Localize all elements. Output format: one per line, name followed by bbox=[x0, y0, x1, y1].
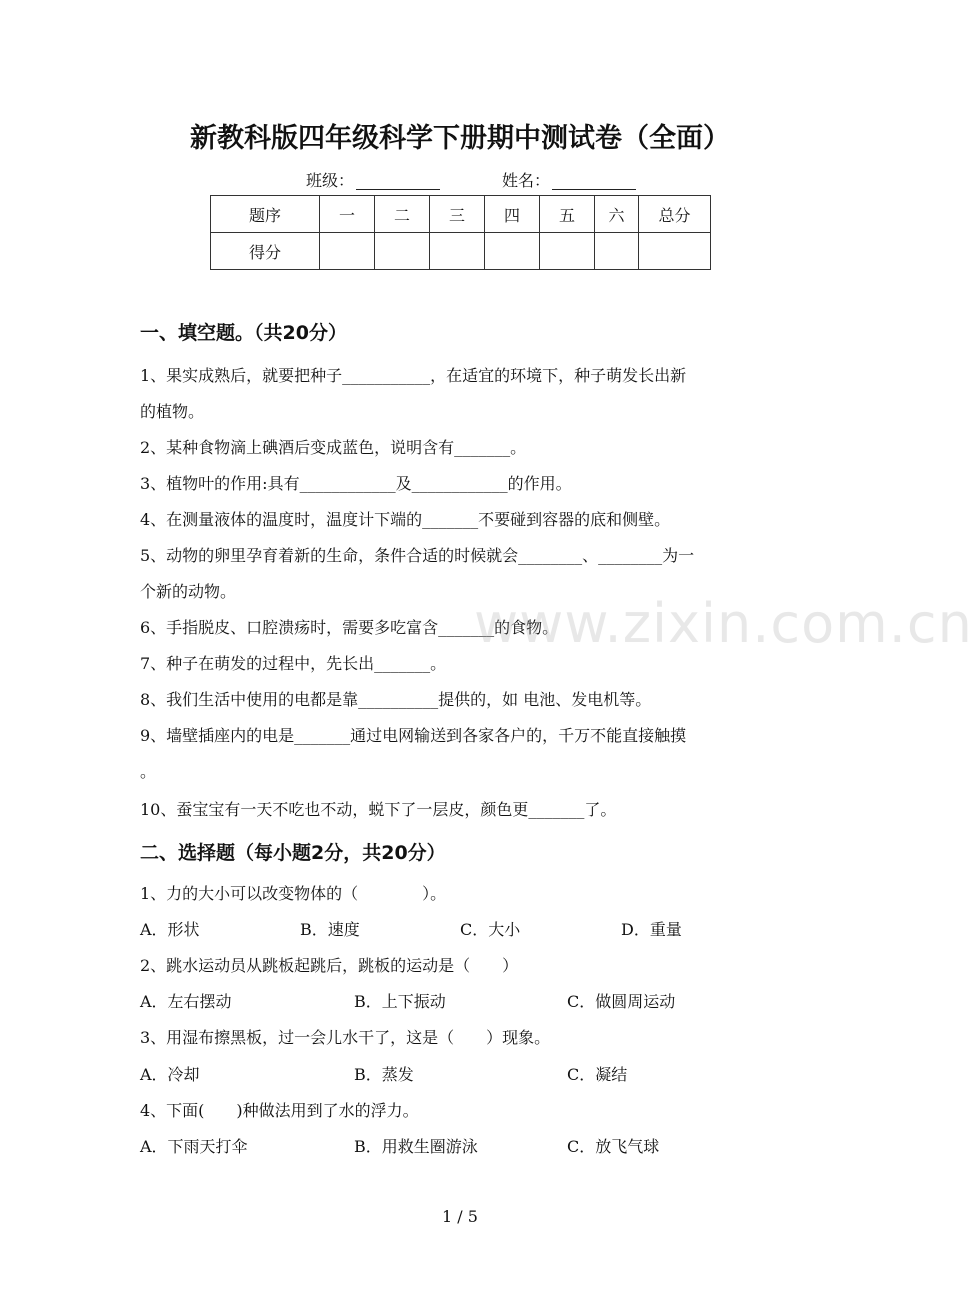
section2-heading: 二、选择题（每小题2分，共20分） bbox=[140, 842, 446, 864]
score-cell[interactable] bbox=[639, 233, 711, 270]
question-line: 5、动物的卵里孕育着新的生命，条件合适的时候就会________、________为一 bbox=[140, 546, 695, 565]
question-line: 8、我们生活中使用的电都是靠__________提供的，如 电池、发电机等。 bbox=[140, 690, 652, 709]
name-blank[interactable] bbox=[552, 173, 636, 190]
score-table bbox=[210, 195, 711, 270]
option-b[interactable]: B．速度 bbox=[300, 920, 360, 939]
score-cell[interactable] bbox=[375, 233, 430, 270]
watermark: www.zixin.com.cn bbox=[474, 592, 973, 655]
header-cell: 题序 bbox=[211, 196, 320, 233]
section1-heading: 一、填空题。（共20分） bbox=[140, 322, 347, 344]
score-cell[interactable] bbox=[595, 233, 639, 270]
question-line: 4、在测量液体的温度时，温度计下端的_______不要碰到容器的底和侧壁。 bbox=[140, 510, 671, 529]
score-cell[interactable] bbox=[430, 233, 485, 270]
header-cell: 三 bbox=[430, 196, 485, 233]
name-label: 姓名： bbox=[502, 171, 551, 190]
score-cell[interactable] bbox=[485, 233, 540, 270]
class-blank[interactable] bbox=[356, 173, 440, 190]
question-line: 个新的动物。 bbox=[140, 582, 237, 601]
option-c[interactable]: C．大小 bbox=[460, 920, 521, 939]
option-a[interactable]: A．冷却 bbox=[140, 1065, 200, 1084]
option-c[interactable]: C．做圆周运动 bbox=[567, 992, 676, 1011]
header-cell: 总分 bbox=[639, 196, 711, 233]
question-stem: 3、用湿布擦黑板，过一会儿水干了，这是（ ）现象。 bbox=[140, 1028, 551, 1047]
question-stem: 2、跳水运动员从跳板起跳后，跳板的运动是（ ） bbox=[140, 956, 519, 975]
question-line: 6、手指脱皮、口腔溃疡时，需要多吃富含_______的食物。 bbox=[140, 618, 559, 637]
option-a[interactable]: A．下雨天打伞 bbox=[140, 1137, 248, 1156]
question-line: 的植物。 bbox=[140, 402, 205, 421]
option-b[interactable]: B．用救生圈游泳 bbox=[354, 1137, 478, 1156]
question-line: 10、蚕宝宝有一天不吃也不动，蜕下了一层皮，颜色更_______了。 bbox=[140, 800, 617, 819]
question-line: 9、墙壁插座内的电是_______通过电网输送到各家各户的，千万不能直接触摸 bbox=[140, 726, 687, 745]
header-cell: 一 bbox=[320, 196, 375, 233]
score-cell[interactable] bbox=[320, 233, 375, 270]
score-table-score-row bbox=[211, 233, 711, 270]
question-line: 1、果实成熟后，就要把种子___________，在适宜的环境下，种子萌发长出新 bbox=[140, 366, 687, 385]
option-c[interactable]: C．凝结 bbox=[567, 1065, 628, 1084]
header-cell: 五 bbox=[540, 196, 595, 233]
question-line: 2、某种食物滴上碘酒后变成蓝色，说明含有_______。 bbox=[140, 438, 527, 457]
option-b[interactable]: B．上下振动 bbox=[354, 992, 446, 1011]
option-a[interactable]: A．左右摆动 bbox=[140, 992, 232, 1011]
score-row-label: 得分 bbox=[211, 233, 320, 270]
score-table-header-row bbox=[211, 196, 711, 233]
class-label: 班级： bbox=[306, 171, 355, 190]
exam-title: 新教科版四年级科学下册期中测试卷（全面） bbox=[190, 123, 730, 154]
class-field bbox=[306, 168, 440, 191]
header-cell: 四 bbox=[485, 196, 540, 233]
header-cell: 二 bbox=[375, 196, 430, 233]
name-field bbox=[502, 168, 636, 191]
option-d[interactable]: D．重量 bbox=[621, 920, 682, 939]
question-line: 。 bbox=[140, 762, 157, 781]
option-b[interactable]: B．蒸发 bbox=[354, 1065, 414, 1084]
page-number: 1 / 5 bbox=[442, 1207, 478, 1226]
header-cell: 六 bbox=[595, 196, 639, 233]
score-cell[interactable] bbox=[540, 233, 595, 270]
question-line: 7、种子在萌发的过程中，先长出_______。 bbox=[140, 654, 447, 673]
option-c[interactable]: C．放飞气球 bbox=[567, 1137, 660, 1156]
question-stem: 1、力的大小可以改变物体的（ ）。 bbox=[140, 884, 447, 903]
option-a[interactable]: A．形状 bbox=[140, 920, 200, 939]
question-line: 3、植物叶的作用:具有____________及____________的作用。 bbox=[140, 474, 572, 493]
question-stem: 4、下面( )种做法用到了水的浮力。 bbox=[140, 1101, 419, 1120]
